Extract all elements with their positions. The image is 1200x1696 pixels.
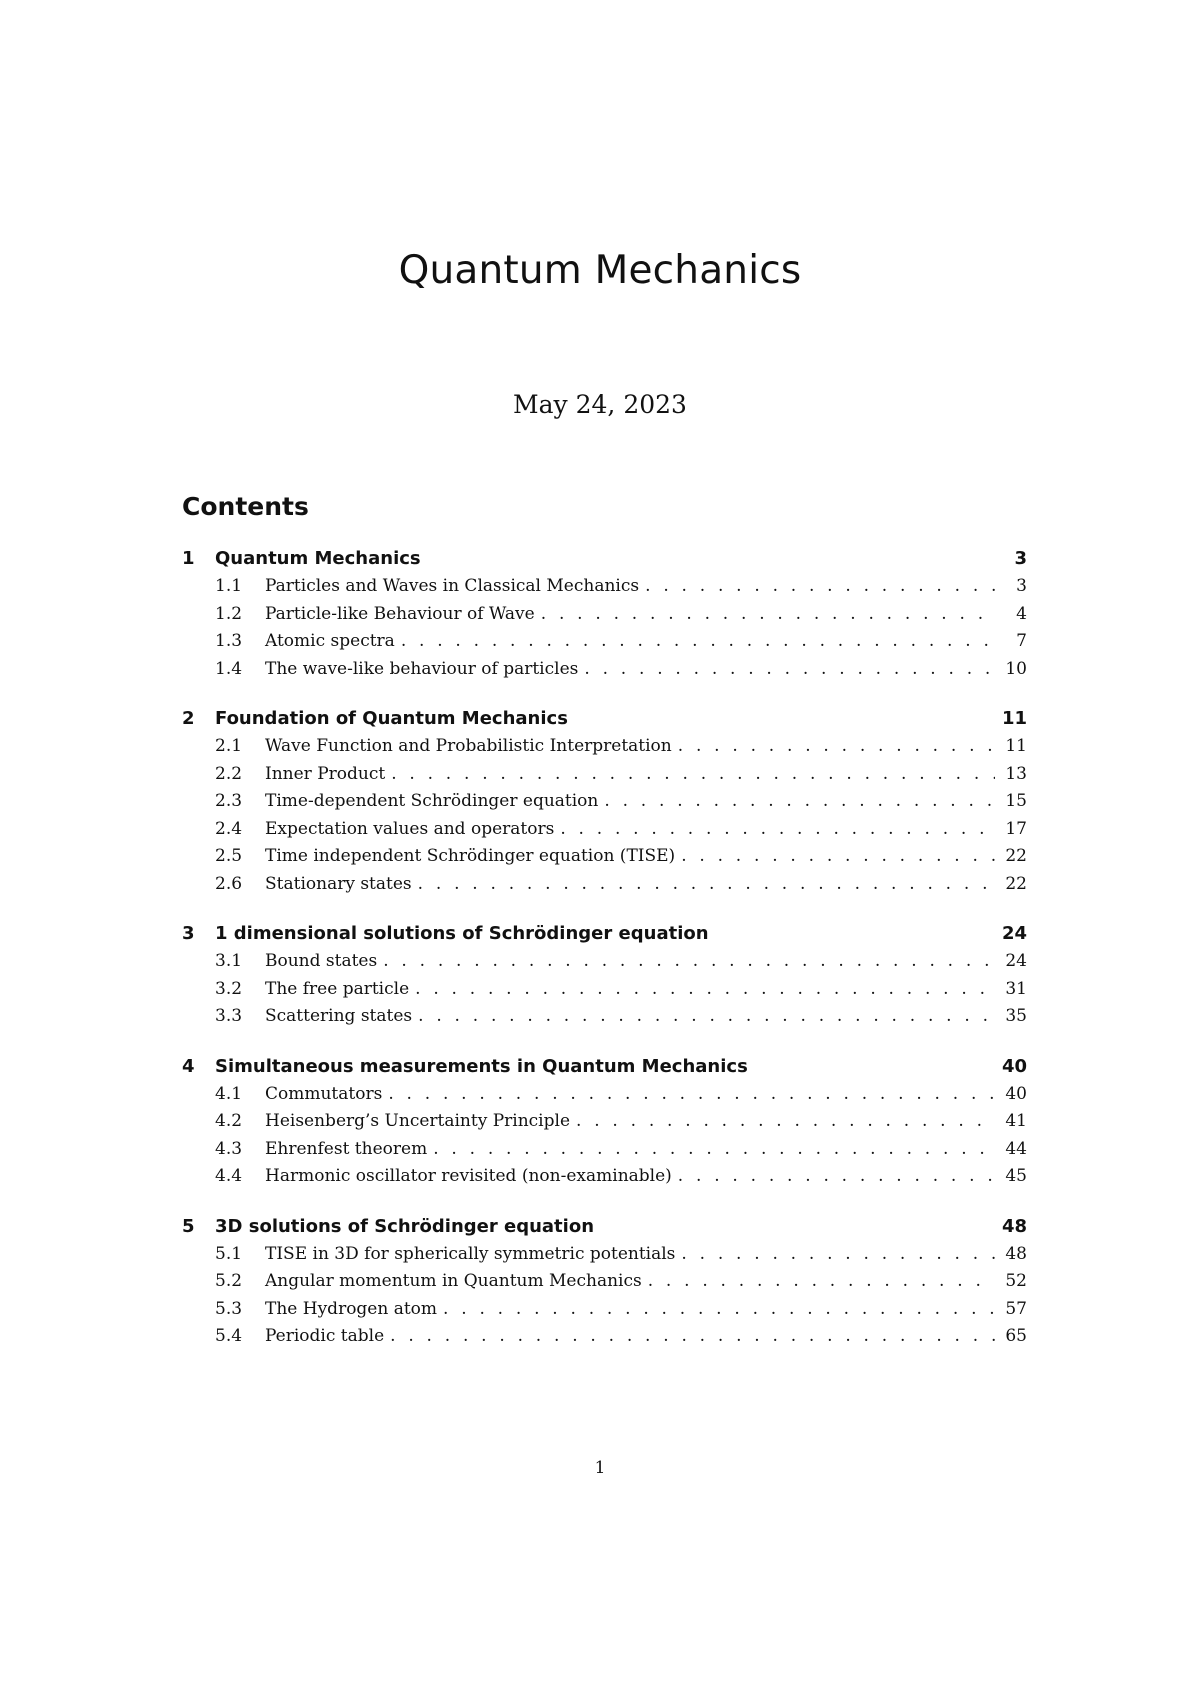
contents-heading: Contents — [182, 492, 309, 521]
dot-leader — [433, 1139, 995, 1159]
chapter-number: 4 — [182, 1055, 195, 1077]
section-page: 17 — [1005, 818, 1027, 839]
toc-section-row[interactable] — [182, 846, 1027, 874]
section-title: Commutators — [265, 1083, 383, 1104]
dot-leader — [383, 951, 995, 971]
toc-section-row[interactable] — [182, 604, 1027, 632]
dot-leader — [388, 1084, 995, 1104]
toc-chapter-row[interactable] — [182, 1056, 1027, 1084]
toc-section-row[interactable] — [182, 874, 1027, 902]
chapter-page: 24 — [1001, 923, 1027, 944]
toc-section-row[interactable] — [182, 791, 1027, 819]
toc-section-row[interactable] — [182, 1166, 1027, 1194]
toc-section-row[interactable] — [182, 979, 1027, 1007]
section-title: Periodic table — [265, 1326, 385, 1346]
section-number: 2.5 — [215, 846, 243, 866]
section-page: 65 — [1005, 1326, 1027, 1346]
dot-leader — [681, 1244, 995, 1264]
dot-leader — [576, 1111, 995, 1131]
dot-leader — [443, 1299, 995, 1319]
toc-chapter-2 — [182, 708, 1027, 901]
section-title: Scattering states — [265, 1006, 413, 1026]
toc-section-row[interactable] — [182, 1326, 1027, 1354]
dot-leader — [645, 576, 995, 596]
section-page: 10 — [1005, 658, 1027, 679]
section-number: 4.4 — [215, 1166, 243, 1186]
chapter-page: 3 — [1014, 548, 1027, 569]
chapter-page: 48 — [1001, 1215, 1027, 1237]
toc-section-row[interactable] — [182, 764, 1027, 792]
dot-leader — [648, 1271, 995, 1291]
toc-section-row[interactable] — [182, 1084, 1027, 1112]
section-number: 4.2 — [215, 1111, 243, 1131]
section-number: 3.3 — [215, 1006, 243, 1026]
toc-section-row[interactable] — [182, 951, 1027, 979]
section-page: 35 — [1005, 1006, 1027, 1026]
section-page: 11 — [1005, 736, 1027, 756]
section-title: Harmonic oscillator revisited (non-examinable) — [265, 1166, 672, 1186]
dot-leader — [390, 1326, 995, 1346]
section-title: Particles and Waves in Classical Mechanics — [265, 576, 640, 596]
toc-section-row[interactable] — [182, 1006, 1027, 1034]
section-number: 1.1 — [215, 576, 243, 596]
section-title: Inner Product — [265, 763, 386, 784]
page-number: 1 — [594, 1458, 606, 1478]
toc-section-row[interactable] — [182, 736, 1027, 764]
chapter-title: 1 dimensional solutions of Schrödinger equation — [215, 923, 709, 944]
section-page: 45 — [1005, 1166, 1027, 1186]
toc-chapter-row[interactable] — [182, 548, 1027, 576]
toc-chapter-1 — [182, 548, 1027, 686]
dot-leader — [415, 979, 995, 999]
dot-leader — [418, 1006, 995, 1026]
dot-leader — [678, 736, 995, 756]
section-title: Expectation values and operators — [265, 818, 555, 839]
section-page: 40 — [1005, 1083, 1027, 1104]
toc-section-row[interactable] — [182, 576, 1027, 604]
chapter-title: Quantum Mechanics — [215, 548, 421, 569]
toc-chapter-row[interactable] — [182, 923, 1027, 951]
dot-leader — [604, 791, 995, 811]
toc-section-row[interactable] — [182, 631, 1027, 659]
toc-section-row[interactable] — [182, 1271, 1027, 1299]
section-page: 4 — [1016, 603, 1027, 624]
section-number: 5.1 — [215, 1243, 243, 1264]
section-title: The Hydrogen atom — [265, 1298, 438, 1319]
section-number: 2.1 — [215, 736, 243, 756]
dot-leader — [391, 764, 995, 784]
section-page: 57 — [1005, 1298, 1027, 1319]
section-number: 5.2 — [215, 1271, 243, 1291]
dot-leader — [418, 874, 995, 894]
section-title: Particle-like Behaviour of Wave — [265, 603, 535, 624]
section-title: TISE in 3D for spherically symmetric potentials — [265, 1243, 676, 1264]
toc-section-row[interactable] — [182, 659, 1027, 687]
toc-section-row[interactable] — [182, 1111, 1027, 1139]
section-page: 22 — [1005, 846, 1027, 866]
toc-section-row[interactable] — [182, 1244, 1027, 1272]
section-page: 3 — [1016, 576, 1027, 596]
section-title: Wave Function and Probabilistic Interpretation — [265, 736, 672, 756]
section-number: 5.3 — [215, 1298, 243, 1319]
section-page: 13 — [1005, 763, 1027, 784]
chapter-number: 3 — [182, 923, 195, 944]
document-title: Quantum Mechanics — [398, 248, 802, 293]
chapter-number: 1 — [182, 548, 195, 569]
dot-leader — [681, 846, 995, 866]
section-page: 24 — [1005, 951, 1027, 971]
document-date: May 24, 2023 — [513, 390, 687, 419]
section-number: 2.3 — [215, 791, 243, 811]
section-number: 1.3 — [215, 631, 243, 651]
section-number: 4.3 — [215, 1138, 243, 1159]
toc-section-row[interactable] — [182, 1299, 1027, 1327]
chapter-number: 5 — [182, 1215, 195, 1237]
section-number: 5.4 — [215, 1326, 243, 1346]
section-page: 44 — [1005, 1138, 1027, 1159]
section-number: 2.4 — [215, 818, 243, 839]
section-number: 4.1 — [215, 1083, 243, 1104]
section-number: 1.4 — [215, 658, 243, 679]
chapter-title: Foundation of Quantum Mechanics — [215, 708, 568, 729]
chapter-title: Simultaneous measurements in Quantum Mechanics — [215, 1055, 748, 1077]
chapter-page: 11 — [1001, 708, 1027, 729]
toc-chapter-3 — [182, 923, 1027, 1034]
section-title: Ehrenfest theorem — [265, 1138, 428, 1159]
section-page: 52 — [1005, 1271, 1027, 1291]
section-number: 1.2 — [215, 603, 243, 624]
section-page: 41 — [1005, 1111, 1027, 1131]
section-title: Time-dependent Schrödinger equation — [265, 791, 599, 811]
section-page: 48 — [1005, 1243, 1027, 1264]
section-number: 2.2 — [215, 763, 243, 784]
section-title: Bound states — [265, 951, 378, 971]
dot-leader — [541, 604, 995, 624]
toc-section-row[interactable] — [182, 1139, 1027, 1167]
dot-leader — [560, 819, 995, 839]
section-title: Time independent Schrödinger equation (TISE) — [265, 846, 676, 866]
section-title: Stationary states — [265, 873, 412, 894]
section-page: 31 — [1005, 978, 1027, 999]
toc-chapter-5 — [182, 1216, 1027, 1354]
chapter-title: 3D solutions of Schrödinger equation — [215, 1215, 595, 1237]
toc-chapter-4 — [182, 1056, 1027, 1194]
section-page: 15 — [1005, 791, 1027, 811]
section-title: Angular momentum in Quantum Mechanics — [265, 1271, 642, 1291]
chapter-number: 2 — [182, 708, 195, 729]
chapter-page: 40 — [1001, 1055, 1027, 1077]
section-title: The free particle — [265, 978, 410, 999]
dot-leader — [584, 659, 995, 679]
section-title: Heisenberg’s Uncertainty Principle — [265, 1111, 571, 1131]
dot-leader — [401, 631, 995, 651]
toc-chapter-row[interactable] — [182, 1216, 1027, 1244]
section-title: Atomic spectra — [265, 631, 395, 651]
section-page: 22 — [1005, 873, 1027, 894]
toc-chapter-row[interactable] — [182, 708, 1027, 736]
section-number: 2.6 — [215, 873, 243, 894]
dot-leader — [678, 1166, 995, 1186]
table-of-contents — [182, 548, 1027, 1376]
section-number: 3.1 — [215, 951, 243, 971]
toc-section-row[interactable] — [182, 819, 1027, 847]
section-title: The wave-like behaviour of particles — [265, 658, 579, 679]
section-page: 7 — [1016, 631, 1027, 651]
section-number: 3.2 — [215, 978, 243, 999]
